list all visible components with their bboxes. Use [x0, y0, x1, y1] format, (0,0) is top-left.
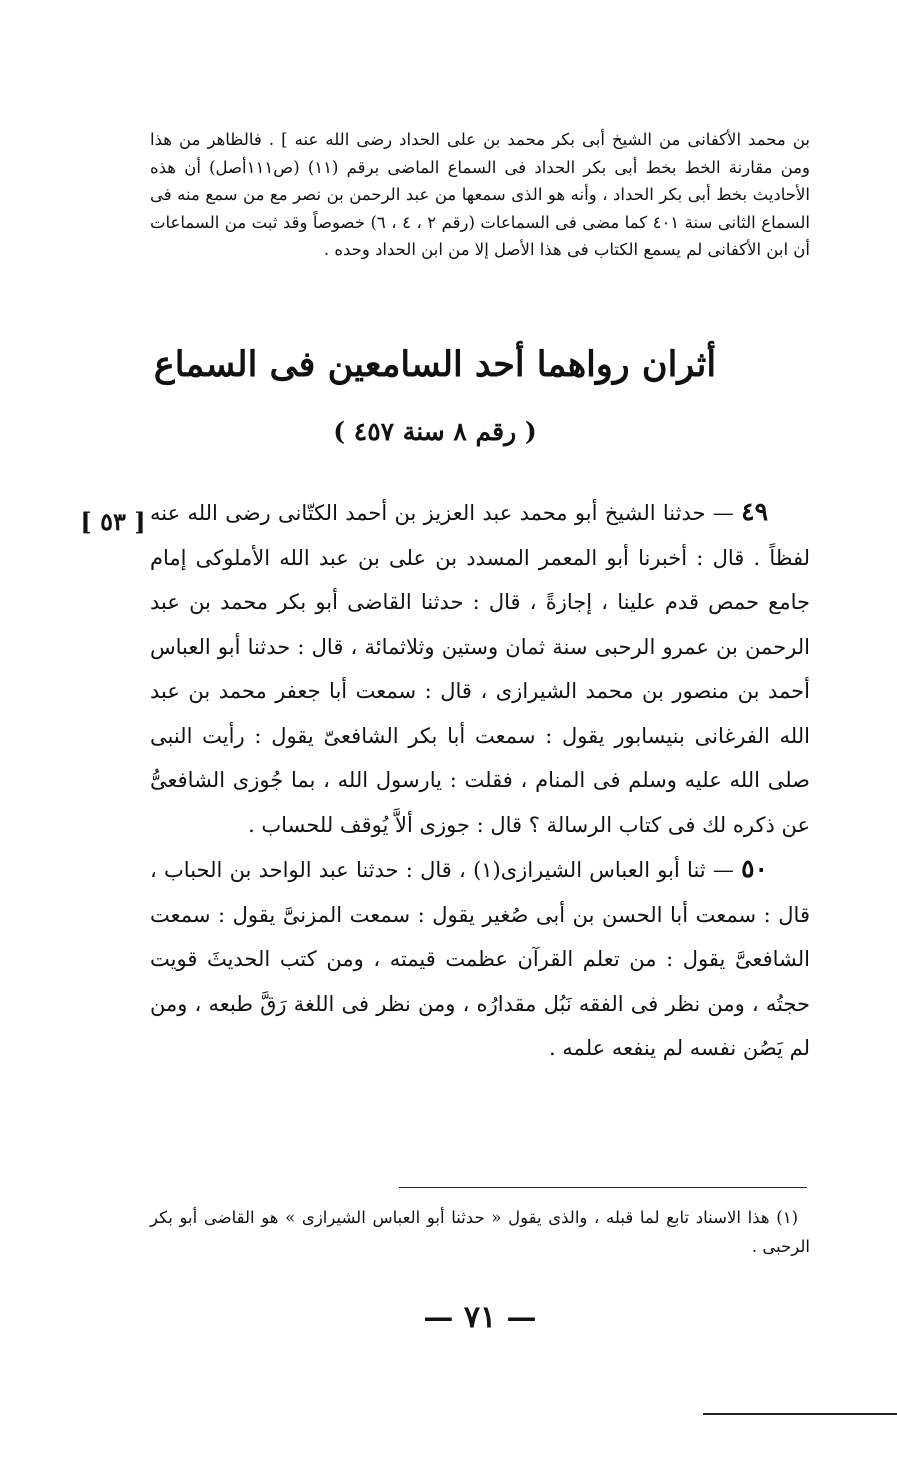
intro-paragraph	[150, 126, 810, 264]
margin-reference: [ ٥٣ ]	[80, 507, 146, 536]
hadith-number: ٤٩	[741, 497, 768, 526]
section-title: أثران رواهما أحد السامعين فى السماع	[153, 344, 717, 385]
page-number: — ٧١ —	[423, 1300, 537, 1335]
footnote-divider	[399, 1187, 807, 1188]
footnote: (١) هذا الاسناد تابع لما قبله ، والذى يقول « حدثنا أبو العباس الشيرازى » هو القاضى أبو بكر الرحبى .	[150, 1208, 810, 1256]
hadith-body	[150, 490, 810, 1071]
hadith-number: ٥٠	[741, 854, 768, 883]
bottom-divider	[703, 1413, 897, 1415]
hadith-text: — حدثنا الشيخ أبو محمد عبد العزيز بن أحمد الكتّانى رضى الله عنه لفظاً . قال : أخبرنا أبو المعمر المسدد بن على بن عبد الله الأملوكى إمام جامع حمص قدم علينا ، إجازةً ، قال : حدثنا القاضى أبو بكر محمد بن عبد الرحمن بن عمرو الرحبى سنة ثمان وستين وثلاثمائة ، قال : حدثنا أبو العباس أحمد بن منصور بن محمد الشيرازى ، قال : سمعت أبا جعفر محمد بن عبد الله الفرغانى بنيسابور يقول : سمعت أبا بكر الشافعىّ يقول : رأيت النبى صلى الله عليه وسلم فى المنام ، فقلت : يارسول الله ، بما جُوزى الشافعىُّ عن ذكره لك فى كتاب الرسالة ؟ قال : جوزى ألاَّ يُوقف للحساب .	[150, 501, 810, 837]
section-subtitle: ( رقم ٨ سنة ٤٥٧ )	[333, 417, 537, 446]
intro-text: بن محمد الأكفانى من الشيخ أبى بكر محمد بن على الحداد رضى الله عنه ] . فالظاهر من هذا ومن مقارنة الخط بخط أبى بكر الحداد فى السماع الماضى برقم (١١) (ص١١١أصل) أن هذه الأحاديث بخط أبى بكر الحداد ، وأنه هو الذى سمعها من عبد الرحمن بن نصر مع من سمع منه فى السماع الثانى سنة ٤٠١ كما مضى فى السماعات (رقم ٢ ، ٤ ، ٦) خصوصاً وقد ثبت من السماعات أن ابن الأكفانى لم يسمع الكتاب فى هذا الأصل إلا من ابن الحداد وحده .	[150, 130, 810, 259]
hadith-paragraph	[150, 847, 810, 1071]
hadith-text: — ثنا أبو العباس الشيرازى(١) ، قال : حدثنا عبد الواحد بن الحباب ، قال : سمعت أبا الحسن بن أبى صُغير يقول : سمعت المزنىَّ يقول : سمعت الشافعىَّ يقول : من تعلم القرآن عظمت قيمته ، ومن كتب الحديثَ قويت حجتُه ، ومن نظر فى الفقه نَبُل مقدارُه ، ومن نظر فى اللغة رَقَّ طبعه ، ومن لم يَصُن نفسه لم ينفعه علمه .	[150, 858, 810, 1060]
footnotes	[150, 1203, 810, 1261]
hadith-paragraph	[150, 490, 810, 847]
